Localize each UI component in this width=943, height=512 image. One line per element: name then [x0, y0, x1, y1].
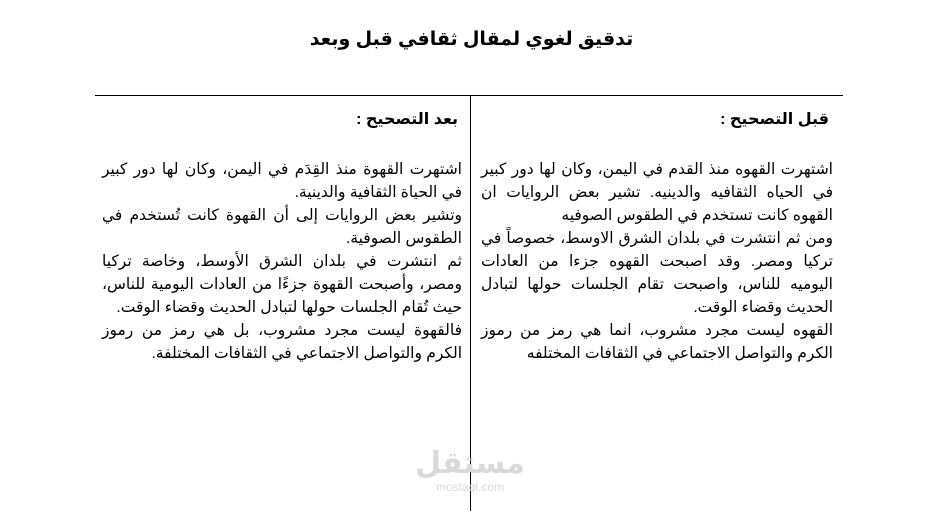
mostaql-watermark [400, 448, 540, 494]
before-paragraph: القهوه ليست مجرد مشروب، انما هي رمز من رموز الكرم والتواصل الاجتماعي في الثقافات المختلفه [481, 322, 833, 362]
after-paragraph: ثم انتشرت في بلدان الشرق الأوسط، وخاصة تركيا ومصر، وأصبحت القهوة جزءًا من العادات اليومية للناس، حيث تُقام الجلسات حولها لتبادل الحديث وقضاء الوقت. [102, 253, 462, 316]
after-heading: بعد التصحيح : [356, 111, 458, 128]
watermark-arabic: مستقل [415, 447, 525, 480]
before-body [481, 158, 833, 365]
after-paragraph: وتشير بعض الروايات إلى أن القهوة كانت تُستخدم في الطقوس الصوفية. [102, 207, 462, 247]
after-paragraph: اشتهرت القهوة منذ القِدَم في اليمن، وكان لها دور كبير في الحياة الثقافية والدينية. [102, 161, 462, 201]
after-paragraph: فالقهوة ليست مجرد مشروب، بل هي رمز من رموز الكرم والتواصل الاجتماعي في الثقافات المختلفة. [102, 322, 462, 362]
before-heading: قبل التصحيح : [720, 111, 829, 128]
after-body [102, 158, 462, 365]
before-paragraph: اشتهرت القهوه منذ القدم في اليمن، وكان لها دور كبير في الحياه الثقافيه والدينيه. تشير بعض الروايات ان القهوه كانت تستخدم في الطقوس الصوفيه [481, 161, 833, 224]
before-paragraph: ومن ثم انتشرت في بلدان الشرق الاوسط، خصوصاً في تركيا ومصر. وقد اصبحت القهوه جزءا من العادات اليوميه للناس، واصبحت تقام الجلسات حولها لتبادل الحديث وقضاء الوقت. [481, 230, 833, 316]
document-title: تدقيق لغوي لمقال ثقافي قبل وبعد [309, 29, 634, 50]
watermark-latin: mostaql.com [435, 480, 505, 494]
